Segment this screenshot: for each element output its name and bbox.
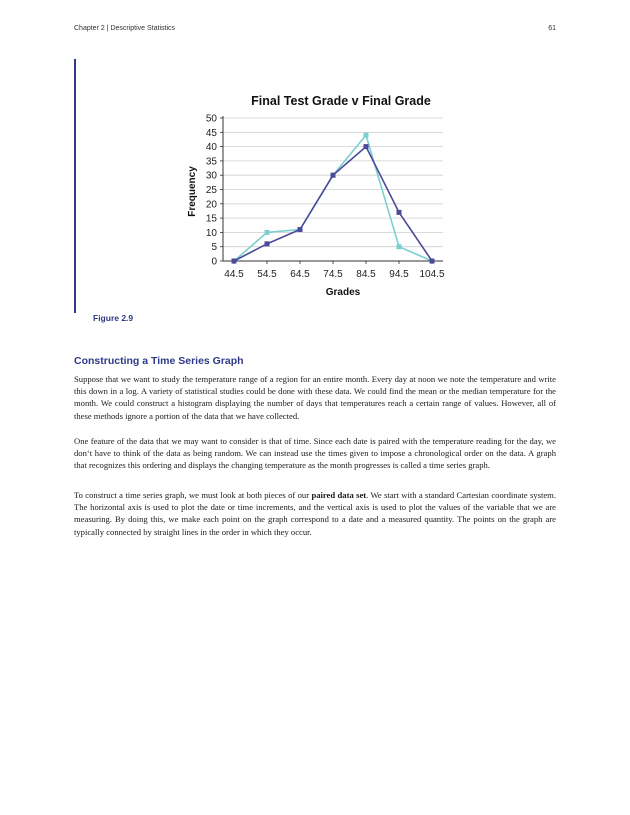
x-tick-label: 84.5 [356,269,376,280]
y-tick-label: 25 [205,185,217,196]
x-tick-label: 104.5 [419,269,445,280]
series-2-point [364,144,369,149]
series-2-point [430,259,435,264]
series-2-point [265,241,270,246]
series-1-point [265,230,270,235]
series-line-1 [234,135,432,261]
series-1-point [364,133,369,138]
page-number: 61 [548,25,556,32]
y-tick-label: 45 [205,127,217,139]
y-tick-label: 35 [205,156,217,168]
y-tick-label: 40 [205,142,217,154]
y-tick-label: 5 [211,242,217,254]
chart-svg [175,88,475,303]
paragraph-1: Suppose that we want to study the temperature range of a region for an entire month. Every day at noon we note the temperature and write this down in a log. A variety of statistical studies could be done with these data. We could find the mean or the median temperature for the month. We could construct a histogram displaying the number of days that temperatures reach a certain range of values. However, all of these methods ignore a portion of the data that we have collected. [74,374,556,421]
paragraph-2: One feature of the data that we may want to consider is that of time. Since each date is paired with the temperature reading for the day, we don‘t have to think of the data as being random. We can instead use the times given to impose a chronological order on the data. A graph that recognizes this ordering and displays the changing temperature as the month progresses is called a time series graph. [74,436,556,471]
y-tick-label: 50 [205,113,217,125]
series-2-point [232,259,237,264]
line-chart [175,88,475,303]
figure-caption: Figure 2.9 [93,313,134,323]
chart-title: Final Test Grade v Final Grade [251,94,431,108]
paragraph-3-text-start: To construct a time series graph, we must look at both pieces of our [74,490,312,500]
x-tick-label: 94.5 [389,269,409,280]
y-tick-label: 10 [205,227,217,239]
section-heading: Constructing a Time Series Graph [74,355,244,367]
series-2-point [298,227,303,232]
x-tick-label: 74.5 [323,269,343,280]
figure-accent-bar [74,59,76,313]
x-tick-label: 44.5 [224,269,244,280]
x-axis-label: Grades [325,287,361,298]
y-tick-label: 30 [205,170,217,182]
x-tick-label: 64.5 [290,269,310,280]
series-2-point [397,210,402,215]
y-tick-label: 20 [205,199,217,211]
y-axis-label: Frequency [187,166,198,217]
y-tick-label: 0 [211,256,217,268]
paragraph-3 [74,489,556,538]
x-tick-label: 54.5 [257,269,277,280]
series-1-point [397,244,402,249]
paragraph-3-text-end: . We start with a standard Cartesian coordinate system. The horizontal axis is used to plot the date or time increments, and the vertical axis is used to plot the values of the variable that we are measuring. By doing this, we make each point on the graph correspond to a date and a measured quantity. The points on the graph are typically connected by straight lines in the order in which they occur. [74,490,556,537]
series-2-point [331,173,336,178]
paired-data-set-term: paired data set [311,490,367,500]
running-header-chapter: Chapter 2 | Descriptive Statistics [74,25,176,32]
y-tick-label: 15 [205,213,217,225]
